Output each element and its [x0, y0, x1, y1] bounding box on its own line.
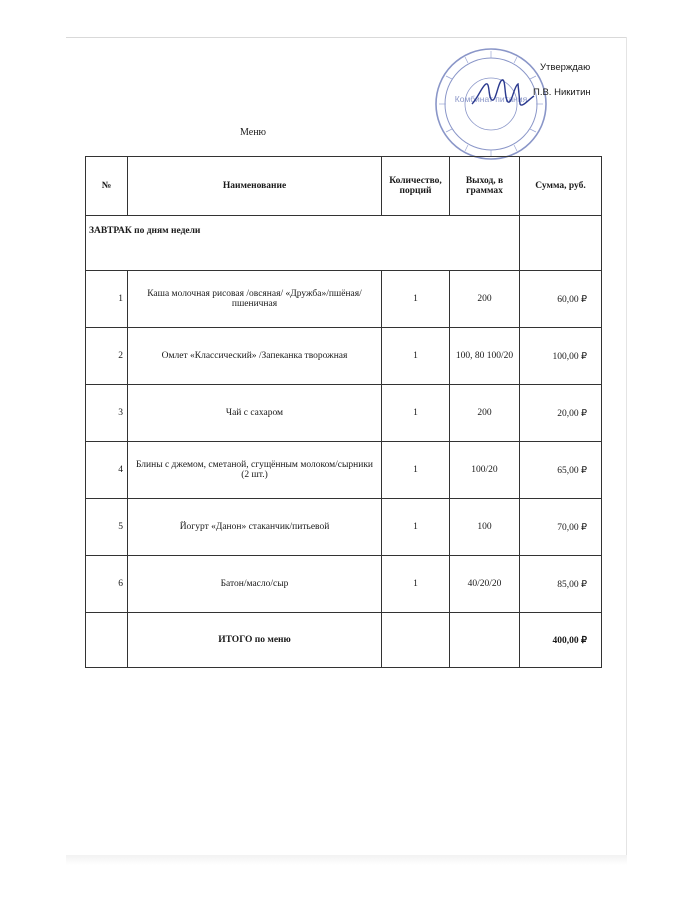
- row-quantity: 1: [382, 385, 450, 442]
- stamp-center-text: Комбинат питания: [454, 94, 528, 104]
- total-sum: 400,00 ₽: [520, 613, 602, 668]
- row-number: 5: [86, 499, 128, 556]
- approve-label: Утверждаю: [540, 62, 591, 73]
- total-label: ИТОГО по меню: [128, 613, 382, 668]
- total-output-cell: [450, 613, 520, 668]
- row-sum: 100,00 ₽: [520, 328, 602, 385]
- row-quantity: 1: [382, 442, 450, 499]
- row-quantity: 1: [382, 328, 450, 385]
- table-row: [86, 442, 602, 499]
- row-name: Йогурт «Данон» стаканчик/питьевой: [128, 499, 382, 556]
- scan-shadow: [66, 855, 627, 865]
- row-sum: 65,00 ₽: [520, 442, 602, 499]
- row-quantity: 1: [382, 556, 450, 613]
- row-number: 1: [86, 271, 128, 328]
- row-name: Блины с джемом, сметаной, сгущённым молоком/сырники (2 шт.): [128, 442, 382, 499]
- page-title: Меню: [240, 127, 267, 138]
- row-name: Каша молочная рисовая /овсяная/ «Дружба»/пшёная/пшеничная: [128, 271, 382, 328]
- total-quantity-cell: [382, 613, 450, 668]
- table-header-row: [86, 157, 602, 216]
- row-output: 200: [450, 385, 520, 442]
- row-name: Чай с сахаром: [128, 385, 382, 442]
- section-sum-cell: [520, 216, 602, 271]
- column-header-quantity: Количество, порций: [382, 157, 450, 216]
- table-row: [86, 328, 602, 385]
- column-header-sum: Сумма, руб.: [520, 157, 602, 216]
- total-row: [86, 613, 602, 668]
- row-output: 100/20: [450, 442, 520, 499]
- row-name: Омлет «Классический» /Запеканка творожная: [128, 328, 382, 385]
- row-quantity: 1: [382, 271, 450, 328]
- menu-table: [85, 156, 602, 668]
- row-number: 4: [86, 442, 128, 499]
- row-number: 6: [86, 556, 128, 613]
- section-row: [86, 216, 602, 271]
- row-number: 2: [86, 328, 128, 385]
- table-row: [86, 499, 602, 556]
- table-row: [86, 271, 602, 328]
- row-number: 3: [86, 385, 128, 442]
- row-output: 100, 80 100/20: [450, 328, 520, 385]
- column-header-name: Наименование: [128, 157, 382, 216]
- column-header-number: №: [86, 157, 128, 216]
- page-top-edge: [66, 37, 627, 38]
- row-output: 200: [450, 271, 520, 328]
- page-right-edge: [626, 37, 627, 857]
- row-sum: 85,00 ₽: [520, 556, 602, 613]
- total-number-cell: [86, 613, 128, 668]
- row-output: 100: [450, 499, 520, 556]
- table-row: [86, 385, 602, 442]
- row-output: 40/20/20: [450, 556, 520, 613]
- row-sum: 20,00 ₽: [520, 385, 602, 442]
- signer-name: П.В. Никитин: [533, 87, 591, 98]
- row-sum: 70,00 ₽: [520, 499, 602, 556]
- signature: [468, 74, 538, 114]
- table-row: [86, 556, 602, 613]
- column-header-output: Выход, в граммах: [450, 157, 520, 216]
- row-quantity: 1: [382, 499, 450, 556]
- section-label: ЗАВТРАК по дням недели: [86, 216, 520, 271]
- row-sum: 60,00 ₽: [520, 271, 602, 328]
- row-name: Батон/масло/сыр: [128, 556, 382, 613]
